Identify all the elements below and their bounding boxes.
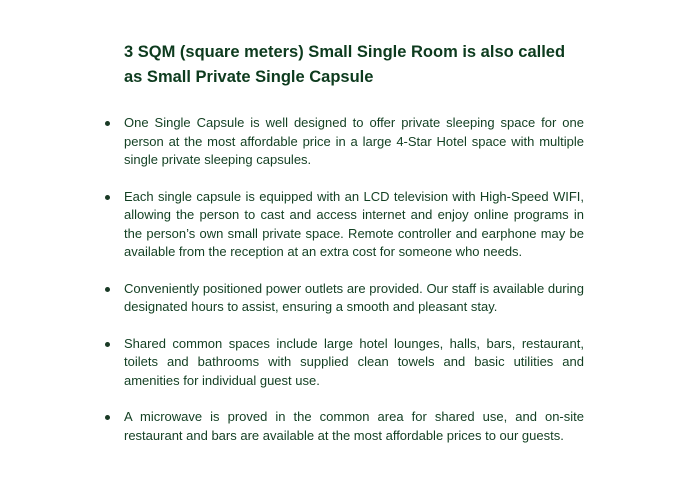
list-item-text: Shared common spaces include large hotel lounges, halls, bars, restaurant, toilets and bathrooms with supplied clean towels and basic utilities and amenities for individual guest use. bbox=[124, 335, 584, 388]
list-item bbox=[124, 114, 584, 170]
list-item-text: Each single capsule is equipped with an LCD television with High-Speed WIFI, allowing the person to cast and access internet and enjoy online programs in the person’s own small private space. Remote controller and earphone may be available from the reception at an extra cost for someone who needs. bbox=[124, 188, 584, 259]
list-item bbox=[124, 280, 584, 317]
document-title: 3 SQM (square meters) Small Single Room is also called as Small Private Single Capsule bbox=[124, 43, 566, 86]
bullet-icon bbox=[105, 342, 110, 347]
feature-list bbox=[124, 114, 584, 445]
bullet-icon bbox=[105, 195, 110, 200]
list-item bbox=[124, 408, 584, 445]
bullet-icon bbox=[105, 287, 110, 292]
list-item-text: One Single Capsule is well designed to offer private sleeping space for one person at the most affordable price in a large 4-Star Hotel space with multiple single private sleeping capsules. bbox=[124, 115, 584, 167]
list-item-text: A microwave is proved in the common area for shared use, and on-site restaurant and bars are available at the most affordable prices to our guests. bbox=[124, 409, 584, 443]
list-item-text: Conveniently positioned power outlets are provided. Our staff is available during designated hours to assist, ensuring a smooth and pleasant stay. bbox=[124, 280, 584, 314]
list-item bbox=[124, 188, 584, 262]
bullet-icon bbox=[105, 415, 110, 420]
bullet-icon bbox=[105, 121, 110, 126]
list-item bbox=[124, 335, 584, 391]
